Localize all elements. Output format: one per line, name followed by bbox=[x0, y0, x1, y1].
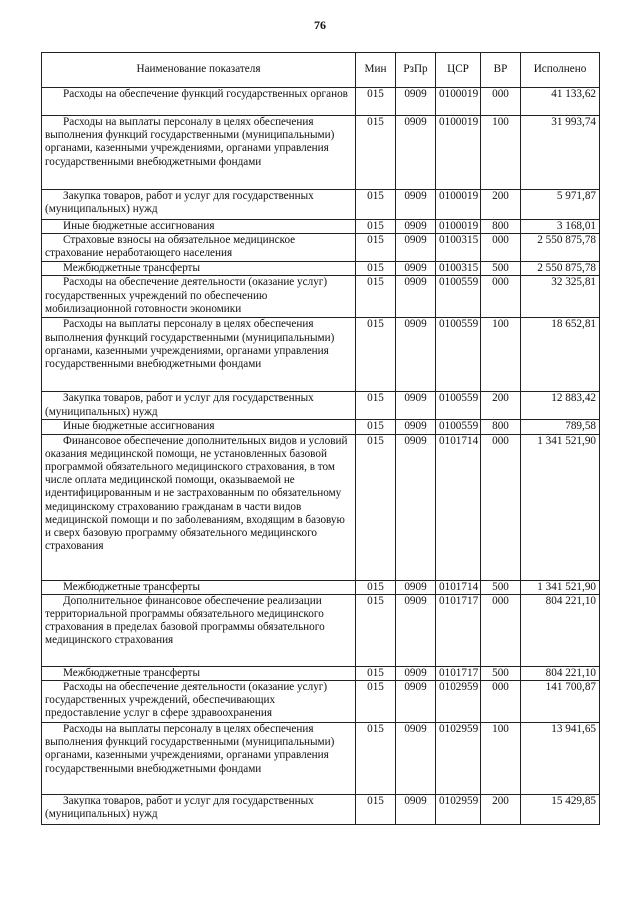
row-csr: 0100315 bbox=[436, 262, 481, 276]
row-ispolneno: 789,58 bbox=[521, 420, 600, 434]
row-csr: 0102959 bbox=[436, 723, 481, 795]
row-ispolneno: 32 325,81 bbox=[521, 276, 600, 318]
table-row bbox=[42, 190, 600, 220]
row-csr: 0101714 bbox=[436, 580, 481, 594]
table-row bbox=[42, 262, 600, 276]
row-name: Финансовое обеспечение дополнительных видов и условий оказания медицинской помощи, не установленных базовой программой обязательного медицинского страхования, в том числе оплата медицинской помощи, оказываемой не идентифицированным и не застрахованным по обязательному медицинскому страхованию гражданам в части видов медицинской помощи и по заболеваниям, входящим в базовую и сверх базовую программу обязательного медицинского страхования bbox=[42, 434, 356, 580]
header-csr: ЦСР bbox=[436, 53, 481, 88]
row-rzpr: 0909 bbox=[396, 666, 436, 680]
row-rzpr: 0909 bbox=[396, 580, 436, 594]
table-row bbox=[42, 116, 600, 190]
row-name: Расходы на выплаты персоналу в целях обеспечения выполнения функций государственными (муниципальными) органами, казенными учреждениями, органами управления государственными внебюджетными фондами bbox=[42, 723, 356, 795]
row-ispolneno: 15 429,85 bbox=[521, 795, 600, 825]
row-min: 015 bbox=[356, 580, 396, 594]
row-ispolneno: 3 168,01 bbox=[521, 220, 600, 234]
row-csr: 0100315 bbox=[436, 234, 481, 262]
header-name: Наименование показателя bbox=[42, 53, 356, 88]
row-csr: 0102959 bbox=[436, 795, 481, 825]
row-rzpr: 0909 bbox=[396, 190, 436, 220]
header-vr: ВР bbox=[481, 53, 521, 88]
table-row bbox=[42, 594, 600, 666]
table-row bbox=[42, 276, 600, 318]
row-ispolneno: 2 550 875,78 bbox=[521, 262, 600, 276]
row-vr: 000 bbox=[481, 88, 521, 116]
row-csr: 0101717 bbox=[436, 594, 481, 666]
row-rzpr: 0909 bbox=[396, 220, 436, 234]
row-rzpr: 0909 bbox=[396, 681, 436, 723]
row-rzpr: 0909 bbox=[396, 116, 436, 190]
row-csr: 0100019 bbox=[436, 116, 481, 190]
table-row bbox=[42, 220, 600, 234]
row-vr: 100 bbox=[481, 318, 521, 392]
row-ispolneno: 12 883,42 bbox=[521, 392, 600, 420]
row-name: Межбюджетные трансферты bbox=[42, 666, 356, 680]
row-rzpr: 0909 bbox=[396, 234, 436, 262]
row-vr: 000 bbox=[481, 594, 521, 666]
row-min: 015 bbox=[356, 795, 396, 825]
row-vr: 000 bbox=[481, 434, 521, 580]
row-ispolneno: 5 971,87 bbox=[521, 190, 600, 220]
row-rzpr: 0909 bbox=[396, 88, 436, 116]
row-ispolneno: 18 652,81 bbox=[521, 318, 600, 392]
table-row bbox=[42, 666, 600, 680]
row-min: 015 bbox=[356, 318, 396, 392]
row-ispolneno: 804 221,10 bbox=[521, 666, 600, 680]
budget-table bbox=[41, 52, 600, 825]
row-vr: 100 bbox=[481, 116, 521, 190]
row-csr: 0100019 bbox=[436, 88, 481, 116]
table-row bbox=[42, 723, 600, 795]
header-rzpr: РзПр bbox=[396, 53, 436, 88]
table-row bbox=[42, 234, 600, 262]
row-vr: 200 bbox=[481, 795, 521, 825]
row-min: 015 bbox=[356, 666, 396, 680]
row-rzpr: 0909 bbox=[396, 594, 436, 666]
row-name: Закупка товаров, работ и услуг для государственных (муниципальных) нужд bbox=[42, 392, 356, 420]
row-rzpr: 0909 bbox=[396, 276, 436, 318]
row-name: Закупка товаров, работ и услуг для государственных (муниципальных) нужд bbox=[42, 190, 356, 220]
row-ispolneno: 804 221,10 bbox=[521, 594, 600, 666]
row-rzpr: 0909 bbox=[396, 318, 436, 392]
row-name: Страховые взносы на обязательное медицинское страхование неработающего населения bbox=[42, 234, 356, 262]
row-name: Межбюджетные трансферты bbox=[42, 580, 356, 594]
row-min: 015 bbox=[356, 594, 396, 666]
row-csr: 0100559 bbox=[436, 276, 481, 318]
table-row bbox=[42, 434, 600, 580]
row-min: 015 bbox=[356, 434, 396, 580]
row-csr: 0100559 bbox=[436, 318, 481, 392]
header-ispolneno: Исполнено bbox=[521, 53, 600, 88]
row-vr: 200 bbox=[481, 190, 521, 220]
row-ispolneno: 1 341 521,90 bbox=[521, 434, 600, 580]
row-ispolneno: 1 341 521,90 bbox=[521, 580, 600, 594]
row-vr: 500 bbox=[481, 666, 521, 680]
row-csr: 0102959 bbox=[436, 681, 481, 723]
row-ispolneno: 13 941,65 bbox=[521, 723, 600, 795]
row-name: Расходы на выплаты персоналу в целях обеспечения выполнения функций государственными (муниципальными) органами, казенными учреждениями, органами управления государственными внебюджетными фондами bbox=[42, 318, 356, 392]
row-min: 015 bbox=[356, 276, 396, 318]
row-vr: 800 bbox=[481, 420, 521, 434]
table-row bbox=[42, 420, 600, 434]
table-row bbox=[42, 681, 600, 723]
row-vr: 000 bbox=[481, 276, 521, 318]
row-vr: 000 bbox=[481, 234, 521, 262]
row-csr: 0101714 bbox=[436, 434, 481, 580]
row-vr: 000 bbox=[481, 681, 521, 723]
row-name: Иные бюджетные ассигнования bbox=[42, 420, 356, 434]
row-min: 015 bbox=[356, 681, 396, 723]
row-min: 015 bbox=[356, 420, 396, 434]
table-row bbox=[42, 392, 600, 420]
row-vr: 200 bbox=[481, 392, 521, 420]
page-number: 76 bbox=[314, 18, 326, 32]
row-rzpr: 0909 bbox=[396, 392, 436, 420]
row-vr: 500 bbox=[481, 580, 521, 594]
row-min: 015 bbox=[356, 190, 396, 220]
row-rzpr: 0909 bbox=[396, 262, 436, 276]
row-name: Межбюджетные трансферты bbox=[42, 262, 356, 276]
row-name: Закупка товаров, работ и услуг для государственных (муниципальных) нужд bbox=[42, 795, 356, 825]
row-csr: 0100559 bbox=[436, 420, 481, 434]
row-min: 015 bbox=[356, 392, 396, 420]
row-rzpr: 0909 bbox=[396, 795, 436, 825]
row-name: Расходы на обеспечение функций государственных органов bbox=[42, 88, 356, 116]
row-min: 015 bbox=[356, 234, 396, 262]
row-vr: 800 bbox=[481, 220, 521, 234]
table-row bbox=[42, 318, 600, 392]
row-ispolneno: 41 133,62 bbox=[521, 88, 600, 116]
row-min: 015 bbox=[356, 262, 396, 276]
table-row bbox=[42, 88, 600, 116]
row-min: 015 bbox=[356, 116, 396, 190]
row-vr: 500 bbox=[481, 262, 521, 276]
row-csr: 0100019 bbox=[436, 220, 481, 234]
table-row bbox=[42, 795, 600, 825]
row-min: 015 bbox=[356, 220, 396, 234]
row-rzpr: 0909 bbox=[396, 723, 436, 795]
row-ispolneno: 2 550 875,78 bbox=[521, 234, 600, 262]
row-rzpr: 0909 bbox=[396, 434, 436, 580]
row-name: Расходы на выплаты персоналу в целях обеспечения выполнения функций государственными (муниципальными) органами, казенными учреждениями, органами управления государственными внебюджетными фондами bbox=[42, 116, 356, 190]
row-name: Расходы на обеспечение деятельности (оказание услуг) государственных учреждений по обеспечению мобилизационной готовности экономики bbox=[42, 276, 356, 318]
table-header-row bbox=[42, 53, 600, 88]
table-row bbox=[42, 580, 600, 594]
row-rzpr: 0909 bbox=[396, 420, 436, 434]
row-ispolneno: 31 993,74 bbox=[521, 116, 600, 190]
row-min: 015 bbox=[356, 723, 396, 795]
row-name: Иные бюджетные ассигнования bbox=[42, 220, 356, 234]
row-ispolneno: 141 700,87 bbox=[521, 681, 600, 723]
row-csr: 0100019 bbox=[436, 190, 481, 220]
row-csr: 0100559 bbox=[436, 392, 481, 420]
row-name: Расходы на обеспечение деятельности (оказание услуг) государственных учреждений, обеспечивающих предоставление услуг в сфере здравоохранения bbox=[42, 681, 356, 723]
row-vr: 100 bbox=[481, 723, 521, 795]
row-csr: 0101717 bbox=[436, 666, 481, 680]
row-name: Дополнительное финансовое обеспечение реализации территориальной программы обязательного медицинского страхования в пределах базовой программы обязательного медицинского страхования bbox=[42, 594, 356, 666]
row-min: 015 bbox=[356, 88, 396, 116]
header-min: Мин bbox=[356, 53, 396, 88]
